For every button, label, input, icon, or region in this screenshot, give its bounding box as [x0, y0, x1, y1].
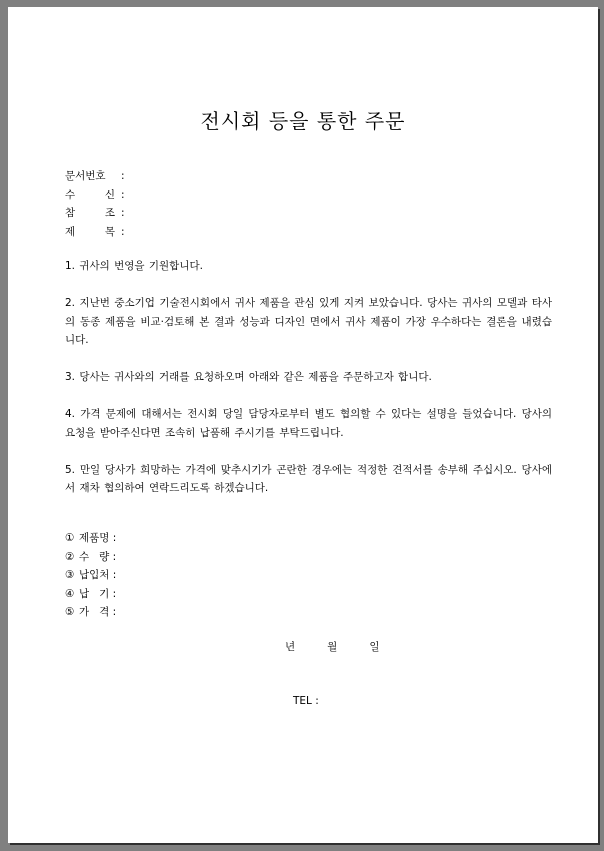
meta-label-recipient	[65, 186, 115, 205]
meta-label-subject	[65, 223, 115, 242]
meta-label-char: 제	[65, 225, 76, 238]
item-label: 납 기 :	[79, 587, 117, 600]
meta-row-subject	[65, 223, 125, 242]
meta-sep: :	[121, 225, 125, 238]
meta-label-char: 목	[104, 225, 115, 238]
paragraph-5: 5. 만일 당사가 희망하는 가격에 맞추시기가 곤란한 경우에는 적정한 견적서를 송부해 주십시오. 당사에서 재차 협의하여 연락드리도록 하겠습니다.	[65, 463, 552, 494]
date-day: 일	[369, 641, 380, 653]
meta-row-reference	[65, 204, 125, 223]
document-meta	[65, 167, 125, 241]
meta-label-doc-number: 문서번호	[65, 170, 106, 182]
meta-label-reference	[65, 204, 115, 223]
meta-sep: :	[121, 207, 125, 219]
order-item-delivery-date	[65, 585, 116, 604]
order-item-delivery-place	[65, 566, 116, 585]
item-mark: ③	[65, 569, 75, 582]
meta-sep: :	[121, 188, 125, 201]
document-title: 전시회 등을 통한 주문	[200, 109, 406, 133]
meta-row-recipient	[65, 186, 125, 205]
meta-label-char: 수	[65, 188, 76, 201]
item-label: 제품명 :	[79, 532, 117, 544]
paragraph-2: 2. 지난번 중소기업 기술전시회에서 귀사 제품을 관심 있게 지켜 보았습니다. 당사는 귀사의 모델과 타사의 동종 제품을 비교·검토해 본 결과 성능과 디자인 면에서 귀사 제품이 가장 우수하다는 결론을 내렸습니다.	[65, 297, 552, 346]
order-items	[65, 529, 116, 622]
order-item-product	[65, 529, 116, 548]
document-date	[285, 639, 411, 654]
order-item-quantity	[65, 548, 116, 567]
tel-line: TEL :	[293, 695, 319, 707]
document-page	[8, 7, 598, 843]
item-label: 납입처 :	[79, 569, 117, 582]
meta-label-char: 참	[65, 207, 76, 219]
item-mark: ④	[65, 587, 75, 600]
item-label: 수 량 :	[79, 550, 117, 563]
item-mark: ②	[65, 550, 75, 563]
item-label: 가 격 :	[79, 606, 117, 619]
paragraph-3: 3. 당사는 귀사와의 거래를 요청하오며 아래와 같은 제품을 주문하고자 합니다.	[65, 371, 432, 383]
paragraph-1: 1. 귀사의 번영을 기원합니다.	[65, 260, 203, 272]
meta-label-char: 신	[104, 188, 115, 201]
date-year: 년	[285, 641, 296, 653]
meta-label-char: 조	[104, 207, 115, 219]
meta-row-doc-number	[65, 167, 125, 186]
document-body	[65, 257, 552, 516]
order-item-price	[65, 603, 116, 622]
item-mark: ①	[65, 532, 75, 544]
date-month: 월	[327, 641, 338, 653]
item-mark: ⑤	[65, 606, 75, 619]
paragraph-4: 4. 가격 문제에 대해서는 전시회 당일 담당자로부터 별도 협의할 수 있다는 설명을 들었습니다. 당사의 요청을 받아주신다면 조속히 납품해 주시기를 부탁드립니다.	[65, 408, 552, 439]
meta-sep: :	[121, 170, 125, 182]
